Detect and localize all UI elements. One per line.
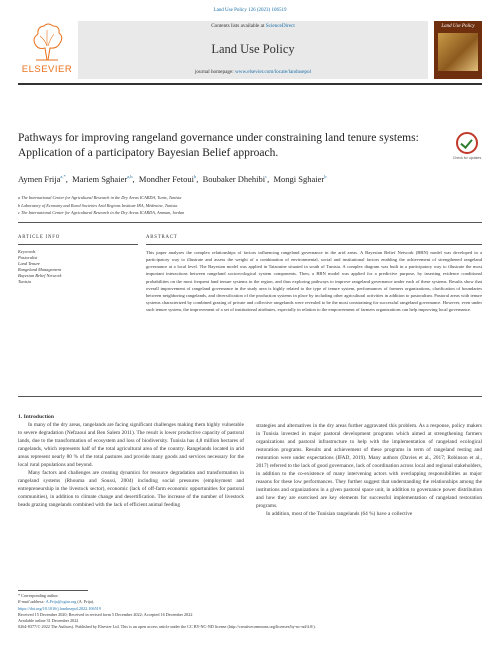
author-name[interactable]: Boubaker Dhehibi — [202, 174, 266, 184]
abstract-heading: ABSTRACT — [146, 235, 178, 240]
body-paragraph: In many of the dry areas, rangelands are facing significant challenges making them highly vulnerable to severe degradation (Nefzaoui and Ben Salem 2011). The result is lower productive capacity of pastoral lands, due to the transformation of ecosystem and loss of biodiversity. Tunisia has 4,8 million hectares of rangelands, which represents half of the total agricultural area of the country. Rangelands located in arid areas represent nearly 80 % of the total pastures and provide many goods and services necessary for the local rural populations and beyond. — [18, 422, 244, 468]
available-online: Available online 31 December 2022 — [18, 618, 79, 624]
author-sup[interactable]: b — [193, 174, 197, 180]
publisher-name: ELSEVIER — [21, 64, 73, 75]
footnotes — [18, 593, 482, 631]
elsevier-logo — [18, 20, 76, 78]
keywords-block — [18, 249, 138, 284]
body-paragraph: In addition, most of the Tunisian rangelands (64 %) have a collective — [266, 511, 413, 517]
body-left-column — [18, 413, 244, 509]
author-sup[interactable]: a,b — [127, 174, 133, 180]
article-title: Pathways for improving rangeland governance under constraining land tenure systems: Application of a participatory Bayesian Belief approach. — [18, 132, 419, 159]
affiliation-item: c The International Center for Agricultural Research in the Dry Areas ICARDA, Amman, Jordan — [18, 210, 185, 215]
header-divider — [18, 83, 482, 85]
keyword-item: Pastoralist — [18, 254, 38, 260]
abstract-text: This paper analyses the complex relationships of factors influencing rangeland governance in the arid areas. A Bayesian Belief Network (BBN) model was developed in a participatory way to illustrate and assess the weight of a combination of environmental, social and institutional factors enabling the achievement of strengthened rangeland governance at a local level. The Bayesian model was applied in Tataouine situated in south of Tunisia. A complex diagram was built in a participatory way to illustrate the most important interactions between rangeland socioecological system components. Then, a BBN model was applied for a predictive purpose, by inserting evidence conditional probabilities on the most frequent land tenure systems in the region, and thus exploring pathways to improve rangeland governance under each of these systems. Results show that overall improvement of rangeland governance in the study area is highly related to the type of tenure system, performances of farmers organizations, clarification of boundaries between neighboring rangelands, and diversification of the production systems in place by including other agricultural activities in addition to pastoralism. Pastoral areas with tenure systems characterized by combined grazing of private and collective rangelands were revealed to be the most constraining for successful rangeland governance. However, even under such tenure system, the improvement of a set of institutional attributes, especially in relation to the empowerment of farmers organizations can help improving local governance. — [146, 250, 482, 313]
abstract-heading-rule — [146, 244, 482, 245]
affiliation-divider — [18, 222, 482, 223]
journal-homepage-line: journal homepage: www.elsevier.com/locate/landusepol — [194, 69, 312, 75]
check-updates-icon — [456, 132, 478, 154]
body-paragraph: Many factors and challenges are creating dynamics for resource degradation and transformation in rangeland systems (Rhouma and Soussi, 2004) including social pressures (employment and entrepreneurship in the livestock sector), economic (lack of off-farm economic opportunities for pastoral communities), in addition to climate change and desertification. The increase of the number of livestock heads grazing rangelands combined with the lack of efficient animal feeding — [18, 470, 244, 508]
email-link[interactable]: A.Frija@cgiar.org — [45, 599, 77, 605]
contents-line: Contents lists available at ScienceDirect — [211, 23, 295, 29]
keyword-item: Tunisia — [18, 278, 31, 284]
journal-cover-image — [434, 21, 482, 79]
journal-title: Land Use Policy — [211, 42, 295, 56]
author-list: Aymen Frija$^{a,*}$, Mariem Sghaier$^{a,b}$, Mondher Fetoui$^b$, Boubaker Dhehibi$^c$, Mongi Sghaier$^b$ — [18, 174, 327, 184]
affiliation-item: a The International Center for Agricultural Research in the Dry Areas ICARDA, Tunis, Tunisia — [18, 195, 182, 200]
journal-reference[interactable]: Land Use Policy 126 (2023) 106519 — [213, 8, 287, 13]
section-heading: 1. Introduction — [18, 414, 54, 420]
author-sup[interactable]: c — [265, 174, 268, 180]
keyword-item: Land Tenure — [18, 260, 40, 266]
author-sup[interactable]: b — [324, 174, 327, 180]
elsevier-tree-icon — [30, 22, 64, 62]
footnote-divider — [18, 590, 88, 591]
check-updates-label: Check for updates — [452, 156, 482, 160]
corresponding-author-note: * Corresponding author. — [18, 593, 59, 598]
author-name[interactable]: Mariem Sghaier — [72, 174, 128, 184]
author-name[interactable]: Mongi Sghaier — [273, 174, 325, 184]
keyword-item: Rangeland Management — [18, 266, 62, 272]
received-dates: Received 15 December 2020; Received in revised form 5 December 2022; Accepted 16 December 2022 — [18, 611, 193, 617]
cover-title: Land Use Policy — [441, 24, 475, 29]
affiliation-item: b Laboratory of Economy and Rural Societies Arid Regions Institute IRA, Médenine, Tunisia — [18, 202, 178, 208]
license-notice: 0264-8377/© 2022 The Authors). Published by Elsevier Ltd. This is an open access article under the CC BY-NC-ND license (http://creativecommons.org/licenses/by-nc-nd/4.0/). — [18, 624, 316, 630]
keywords-label: Keywords — [18, 249, 36, 254]
cover-artwork — [438, 33, 478, 71]
author-name[interactable]: Mondher Fetoui — [138, 174, 194, 184]
article-info-heading: ARTICLE INFO — [18, 235, 60, 240]
body-right-column — [256, 422, 482, 518]
sciencedirect-link[interactable]: ScienceDirect — [265, 23, 295, 29]
body-paragraph: strategies and alternatives in the dry areas further aggravated this problem. As a response, policy makers in Tunisia invested in major pastoral development programs which aimed at strengthening farmers organizations and pastoral infrastructure to help with the implementation of rangeland ecological restoration programs. Results and achievement of these programs in term of rangeland resting and restoration were under expectations (IFAD, 2019). Many authors (Davies et al., 2017; Robinson et al., 2017) referred to the lack of good governance, lack of coordination across local and regional stakeholders, in addition to the co-existence of many intervening actors with overlapping responsibilities as major reasons for these low performances. They further suggest that understanding the relationships among the institutions and organizations in a given pastoral space unit, in addition to governance power distribution and how they are exercised are key elements for successful implementation of rangeland restoration programs. — [256, 423, 482, 509]
author-sup[interactable]: a,* — [60, 174, 66, 180]
doi-link[interactable]: https://doi.org/10.1016/j.landusepol.2022.106519 — [18, 605, 101, 611]
affiliation-list — [18, 194, 482, 217]
author-name[interactable]: Aymen Frija — [18, 174, 61, 184]
keyword-item: Bayesian Belief Network — [18, 272, 62, 278]
abstract-divider — [18, 396, 482, 397]
check-for-updates-badge[interactable] — [452, 132, 482, 162]
info-heading-rule — [18, 244, 138, 245]
email-line: E-mail address: A.Frija@cgiar.org (A. Frija). — [18, 599, 95, 605]
journal-header-box — [78, 21, 428, 79]
homepage-link[interactable]: www.elsevier.com/locate/landusepol — [235, 69, 312, 75]
